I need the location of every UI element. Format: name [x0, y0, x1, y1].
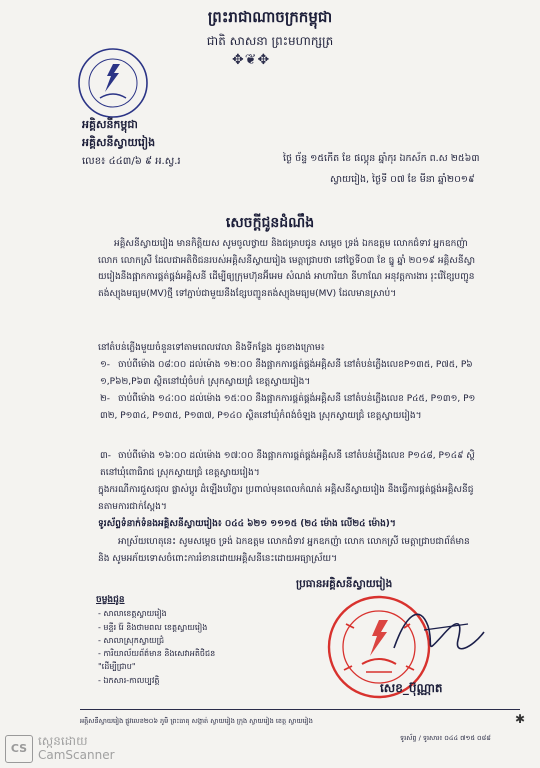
cc-item: - សាលាស្រុកស្វាយជ្រំ: [98, 635, 165, 645]
handwritten-signature: [384, 596, 494, 668]
document-title: សេចក្តីជូនដំណឹង: [225, 215, 315, 231]
lead-paragraph: នៅតំបន់ភ្លើងមួយចំនួនទៅតាមពេលវេលា និងទីកន្លែង ដូចខាងក្រោម៖: [98, 343, 325, 353]
item-number: ៣-: [100, 451, 111, 461]
item-text: ចាប់ពីម៉ោង ០៨ៈ០០ ដល់ម៉ោង ១២ៈ០០ នឹងផ្អាកការផ្គត់ផ្គង់អគ្គិសនី នៅតំបន់ភ្លើងលេខP១៣៥, P៧៥, P៦១,P៦២,P៦៣ ស្ថិតនៅឃុំចំបក់ ស្រុកស្វាយជ្រំ ខេត្តស្វាយរៀង។: [100, 360, 473, 387]
lunar-date: ថ្ងៃ ច័ន្ទ ១៥កើត ខែ ផល្គុន ឆ្នាំកុរ ឯកស័ក ព.ស ២៥៦៣: [283, 153, 480, 164]
cc-list: [96, 594, 256, 687]
edc-logo: [74, 46, 152, 120]
note-paragraph: ក្នុងករណីការជួសជុល ផ្លាស់ប្តូរ ដំឡើងបរិក្ខារ ប្រពាល់មុនពេលកំណត់ អគ្គិសនីស្វាយរៀង នឹងធ្វើការផ្គត់ផ្គង់អគ្គិសនីជូនតាមការជាក់ស្តែង។: [98, 485, 474, 512]
signatory-name: សេខ_ប៊ុណ្ណាត: [380, 681, 443, 695]
item-number: ១-: [100, 360, 111, 370]
footer-divider: [80, 709, 520, 710]
camscanner-logo-icon: CS: [5, 735, 33, 763]
solar-date: ស្វាយរៀង, ថ្ងៃទី ០៧ ខែ មីនា ឆ្នាំ២០១៩: [330, 174, 475, 185]
footer-phone: ទូរស័ព្ទ / ទូរសារ៖ ០៤៤ ៧១៥ ០៨៨: [400, 734, 491, 742]
closing-paragraph: អាស្រ័យហេតុនេះ សូមសម្តេច ទ្រង់ ឯកឧត្តម លោកជំទាវ អ្នកឧកញ៉ា លោក លោកស្រី មេត្តាជ្រាបជាព័ត៌មាន និង សូមអភ័យទោសចំពោះការរំខានដោយអគ្គិសនីនេះដោយអធ្យាស្រ័យ។: [98, 537, 470, 564]
cc-item: - ការិយាល័យព័ត៌មាន និងសេវាអតិថិជន: [98, 649, 216, 659]
signatory-title: ប្រធានអគ្គិសនីស្វាយរៀង: [296, 578, 393, 590]
item-number: ២-: [100, 394, 111, 404]
item-text: ចាប់ពីម៉ោង ១៤ៈ០០ ដល់ម៉ោង ១៥ៈ០០ នឹងផ្អាកការផ្គត់ផ្គង់អគ្គិសនី នៅតំបន់ភ្លើងលេខ P៤៥, P១៣១, P១៣២, P១៣៤, P១៣៥, P១៣៧, P១៤០ ស្ថិតនៅឃុំកំពង់ចំឡង ស្រុកស្វាយជ្រំ ខេត្តស្វាយរៀង។: [100, 394, 476, 421]
reference-number: លេខ៖ ៤៤៣/៦ ៩ អ.ស្វ.រ: [82, 156, 181, 167]
org-name-branch: អគ្គិសនីស្វាយរៀង: [82, 136, 156, 149]
page-mark-icon: ✱: [515, 712, 526, 726]
cc-title: ចម្លងជូន: [96, 595, 125, 605]
cc-item: - សាលាខេត្តស្វាយរៀង: [98, 609, 167, 619]
outage-item-3: [100, 448, 476, 481]
org-name-national: អគ្គិសនីកម្ពុជា: [82, 118, 138, 131]
motto-header: ជាតិ សាសនា ព្រះមហាក្សត្រ: [206, 34, 334, 48]
intro-paragraph: អគ្គិសនីស្វាយរៀង មានកិត្តិយស សូមចូលថ្វាយ និងជម្រាបជូន សម្តេច ទ្រង់ ឯកឧត្តម លោកជំទាវ អ្នកឧកញ៉ា លោក លោកស្រី ដែលជាអតិថិជនរបស់អគ្គិសនីស្វាយរៀង មេត្តាជ្រាបថា នៅថ្ងៃទី០៣ ខែ ធ្នូ ឆ្នាំ ២០១៩ អគ្គិសនីស្វាយរៀងនឹងផ្អាកការផ្គត់ផ្គង់អគ្គិសនី ដើម្បីឲ្យក្រុមហ៊ុនអ៊ីអេម សំណង់ អាហារិយា នីហាណែ អនុវត្តការងារ រុះរើខ្សែបញ្ជូនតង់ស្យុងមធ្យម(MV)ថ្មី ទៅភ្ជាប់ជាមួយនឹងខ្សែបញ្ជូនតង់ស្យុងមធ្យម(MV) ដែលមានស្រាប់។: [98, 239, 476, 299]
footer-address: អគ្គិសនីស្វាយរៀង ផ្លូវលេខ២០៦ ភូមិ ព្រះធាតុ សង្កាត់ ស្វាយរៀង ក្រុង ស្វាយរៀង ខេត្ត ស្វាយរៀង: [80, 717, 313, 725]
outage-item-1: [100, 357, 476, 390]
cc-item: - ឯកសារ-កាលប្បវត្តិ: [98, 675, 160, 685]
cc-item: - មន្ទីរ រ៉ែ និងថាមពល ខេត្តស្វាយរៀង: [98, 622, 208, 632]
ornament-divider: ✥❦✥: [232, 52, 271, 68]
outage-item-2: [100, 391, 476, 424]
item-text: ចាប់ពីម៉ោង ១៦ៈ០០ ដល់ម៉ោង ១៧ៈ០០ នឹងផ្អាកការផ្គត់ផ្គង់អគ្គិសនី នៅតំបន់ភ្លើងលេខ P១៤៨, P១៤៩ ស្ថិតនៅឃុំពោធិរាជ ស្រុកស្វាយជ្រំ ខេត្តស្វាយរៀង។: [100, 451, 475, 478]
contact-line: ទូរស័ព្ទទំនាក់ទំនងអគ្គិសនីស្វាយរៀង៖ ០៤៤ ៦២១ ១១១៥ (២៤ ម៉ោង លើ២៤ ម៉ោង)។: [98, 519, 396, 529]
kingdom-header: ព្រះរាជាណាចក្រកម្ពុជា: [207, 8, 333, 26]
watermark-line-2: CamScanner: [38, 748, 115, 762]
watermark-line-1: ស្កេនដោយ: [38, 734, 88, 748]
cc-item: "ដើម្បីជ្រាប": [98, 662, 136, 672]
